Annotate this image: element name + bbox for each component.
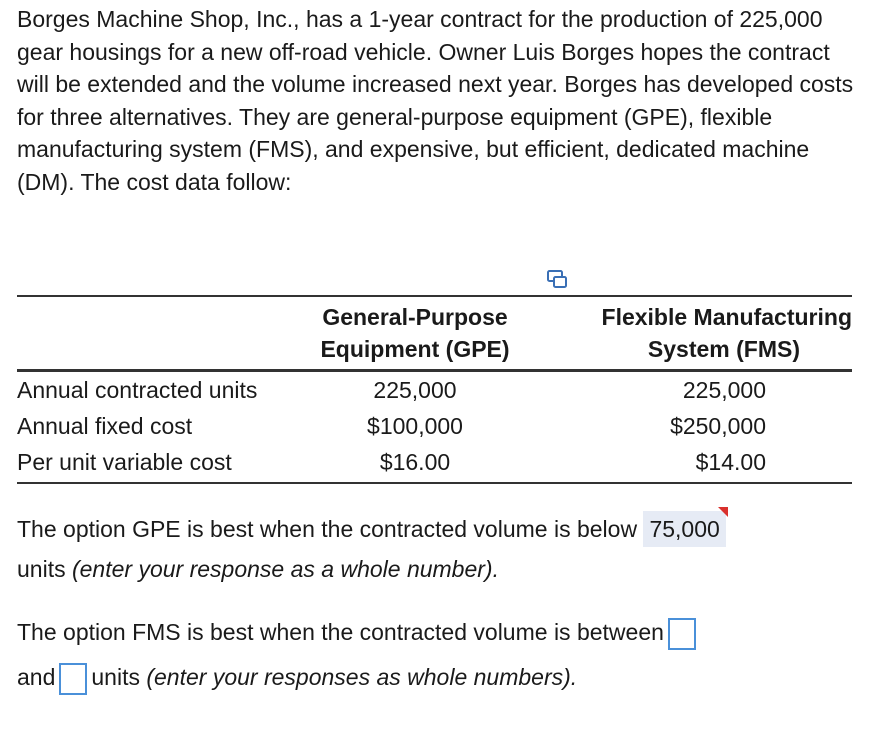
fms-value: 225,000 bbox=[682, 377, 766, 403]
cost-data-table bbox=[17, 295, 852, 484]
cost-data-table-container bbox=[17, 295, 852, 484]
table-row bbox=[17, 371, 852, 409]
gpe-value: $16.00 bbox=[300, 444, 530, 483]
header-gpe-line2: Equipment (GPE) bbox=[320, 336, 510, 362]
answer-flag-icon bbox=[718, 507, 728, 517]
table-row bbox=[17, 444, 852, 483]
header-fms-line2: System (FMS) bbox=[647, 336, 800, 362]
fms-value: $250,000 bbox=[670, 413, 766, 439]
gpe-value: $100,000 bbox=[367, 413, 463, 439]
question-fms-and: and bbox=[17, 664, 56, 690]
header-gpe bbox=[300, 296, 530, 371]
question-gpe-units: units bbox=[17, 556, 72, 582]
fms-upper-bound-input[interactable] bbox=[59, 663, 87, 695]
row-label: Per unit variable cost bbox=[17, 444, 300, 483]
fms-value: $14.00 bbox=[530, 444, 852, 483]
header-gpe-line1: General-Purpose bbox=[322, 304, 508, 330]
table-row bbox=[17, 408, 852, 444]
question-gpe-prefix: The option GPE is best when the contracted volume is below bbox=[17, 516, 638, 542]
header-label-cell bbox=[17, 296, 300, 371]
copy-icon[interactable] bbox=[546, 269, 568, 289]
question-gpe bbox=[17, 509, 857, 589]
header-fms bbox=[530, 296, 852, 371]
gpe-answer-field[interactable] bbox=[643, 511, 725, 547]
question-gpe-instruction: (enter your response as a whole number). bbox=[71, 556, 499, 582]
question-fms bbox=[17, 611, 857, 698]
question-fms-units: units bbox=[91, 664, 147, 690]
header-fms-line1: Flexible Manufacturing bbox=[601, 304, 852, 330]
gpe-value: 225,000 bbox=[373, 377, 457, 403]
question-fms-text: The option FMS is best when the contracted volume is between bbox=[17, 619, 664, 645]
question-fms-instruction: (enter your responses as whole numbers). bbox=[146, 664, 578, 690]
table-header-row bbox=[17, 296, 852, 371]
problem-intro: Borges Machine Shop, Inc., has a 1-year contract for the production of 225,000 gear housings for a new off-road vehicle. Owner Luis Borges hopes the contract will be extended and the volume increased next year. Borges has developed costs for three alternatives. They are general-purpose equipment (GPE), flexible manufacturing system (FMS), and expensive, but efficient, dedicated machine (DM). The cost data follow: bbox=[17, 6, 854, 195]
row-label: Annual fixed cost bbox=[17, 413, 193, 439]
row-label: Annual contracted units bbox=[17, 377, 258, 403]
gpe-answer-value: 75,000 bbox=[649, 516, 720, 542]
fms-lower-bound-input[interactable] bbox=[668, 618, 696, 650]
